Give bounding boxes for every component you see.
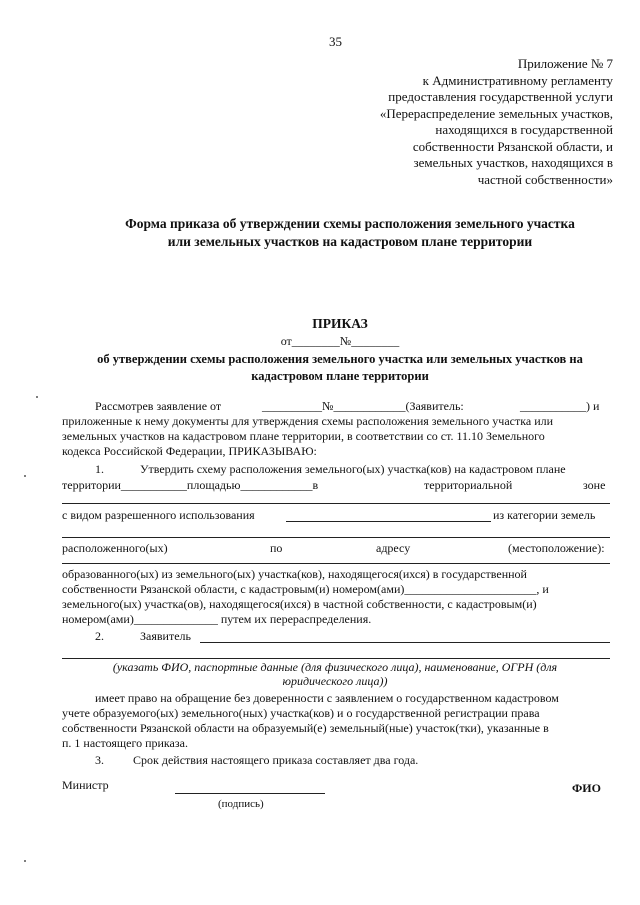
appendix-line: земельных участков, находящихся в <box>413 155 613 170</box>
body-text: имеет право на обращение без доверенности с заявлением о государственном кадастровом <box>95 691 559 705</box>
body-text: территориальной <box>424 478 513 492</box>
applicant-hint: юридического лица)) <box>282 674 388 688</box>
blank-line <box>62 537 610 538</box>
body-text: собственности Рязанской области на образуемый(е) земельный(ные) участок(тки), указанные в <box>62 721 549 735</box>
body-text: п. 1 настоящего приказа. <box>62 736 188 750</box>
appendix-line: находящихся в государственной <box>435 122 613 137</box>
body-text: земельного(ых) участка(ов), находящегося(ихся) в частной собственности, с кадастровым(и) <box>62 597 537 611</box>
page-number: 35 <box>329 34 342 49</box>
applicant-hint: (указать ФИО, паспортные данные (для физического лица), наименование, ОГРН (для <box>112 660 558 674</box>
order-title: ПРИКАЗ <box>312 316 368 331</box>
body-text: номером(ами)______________ путем их перераспределения. <box>62 612 372 626</box>
minister-label: Министр <box>62 778 109 792</box>
body-text: кодекса Российской Федерации, ПРИКАЗЫВАЮ: <box>62 444 317 458</box>
appendix-line: собственности Рязанской области, и <box>412 138 613 154</box>
appendix-line: Приложение № 7 <box>517 56 613 71</box>
item-number: 3. <box>95 753 104 767</box>
body-text: территории___________площадью____________в <box>62 478 319 492</box>
body-text: с видом разрешенного использования <box>62 508 255 522</box>
order-subject <box>80 351 600 385</box>
body-text: по <box>270 541 283 555</box>
body-text: адресу <box>376 541 411 555</box>
body-text: учете образуемого(ых) земельного(ных) участка(ков) и о государственной регистрации права <box>62 706 540 720</box>
appendix-header <box>380 56 613 188</box>
scan-speck <box>24 860 26 862</box>
appendix-line: «Перераспределение земельных участков, <box>379 105 613 121</box>
body-text: Срок действия настоящего приказа составляет два года. <box>133 753 419 767</box>
signature-line <box>175 793 325 794</box>
form-title-line: Форма приказа об утверждении схемы расположения земельного участка <box>125 216 575 231</box>
applicant-label: Заявитель <box>140 629 191 643</box>
order-subject-line: кадастровом плане территории <box>251 369 429 383</box>
scan-speck <box>36 396 38 398</box>
form-title <box>80 215 620 251</box>
body-text: Рассмотрев заявление от <box>95 399 222 413</box>
appendix-line: предоставления государственной услуги <box>388 89 613 104</box>
signature-hint: (подпись) <box>218 798 264 810</box>
name-placeholder: ФИО <box>572 781 601 795</box>
body-text: расположенного(ых) <box>62 541 168 555</box>
form-title-line: или земельных участков на кадастровом плане территории <box>167 234 533 249</box>
body-text: земельных участков на кадастровом плане территории, в соответствии со ст. 11.10 Земельного <box>62 429 545 443</box>
body-text: приложенные к нему документы для утверждения схемы расположения земельного участка или <box>62 414 554 428</box>
blank-line <box>62 563 610 564</box>
blank-line <box>286 521 491 522</box>
blank-line <box>62 503 610 504</box>
blank-line <box>62 658 610 659</box>
body-text: Утвердить схему расположения земельного(ых) участка(ков) на кадастровом плане <box>140 462 566 476</box>
body-text: __________№____________(Заявитель: <box>262 399 464 413</box>
order-date-line: от________№________ <box>280 334 400 348</box>
applicant-line <box>200 642 610 643</box>
scan-speck <box>24 475 26 477</box>
body-text: ___________) и <box>520 399 600 413</box>
appendix-line: к Административному регламенту <box>422 72 613 88</box>
order-subject-line: об утверждении схемы расположения земельного участка или земельных участков на <box>97 352 583 366</box>
item-number: 2. <box>95 629 104 643</box>
body-text: зоне <box>583 478 606 492</box>
body-text: (местоположение): <box>508 541 605 555</box>
item-number: 1. <box>95 462 104 476</box>
body-text: собственности Рязанской области, с кадастровым(и) номером(ами)______________________, и <box>62 582 549 596</box>
appendix-line: частной собственности» <box>477 171 613 187</box>
body-text: образованного(ых) из земельного(ых) участка(ков), находящегося(ихся) в государственной <box>62 567 527 581</box>
body-text: из категории земель <box>493 508 596 522</box>
